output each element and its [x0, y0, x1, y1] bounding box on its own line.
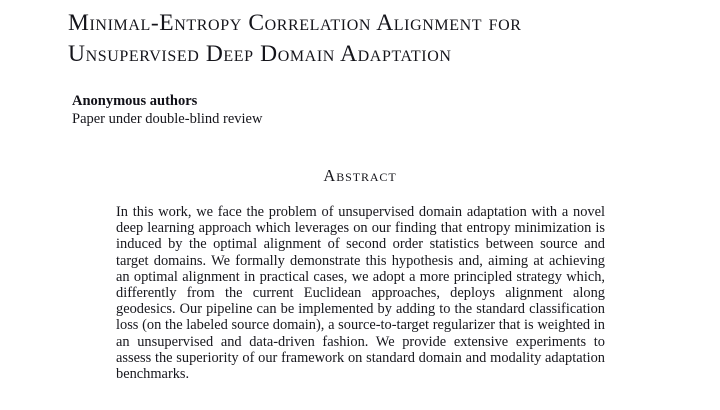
- author-review-note: Paper under double-blind review: [72, 111, 263, 127]
- paper-title: [68, 8, 668, 70]
- authors-block: [72, 92, 492, 128]
- paper-title-line-2: Unsupervised Deep Domain Adaptation: [68, 41, 452, 67]
- abstract-heading: Abstract: [323, 166, 397, 185]
- abstract-body: [116, 204, 605, 382]
- paper-title-line-1: Minimal-Entropy Correlation Alignment for: [68, 10, 522, 36]
- abstract-paragraph: In this work, we face the problem of unsupervised domain adaptation with a novel deep learning approach which leverages on our finding that entropy minimization is induced by the optimal alignment of second order statistics between source and target domains. We formally demonstrate this hypothesis and, aiming at achieving an optimal alignment in practical cases, we adopt a more principled strategy which, differently from the current Euclidean approaches, deploys alignment along geodesics. Our pipeline can be implemented by adding to the standard classification loss (on the labeled source domain), a source-to-target regularizer that is weighted in an unsupervised and data-driven fashion. We provide extensive experiments to assess the superiority of our framework on standard domain and modality adaptation benchmarks.: [116, 204, 605, 383]
- author-name: Anonymous authors: [72, 93, 198, 109]
